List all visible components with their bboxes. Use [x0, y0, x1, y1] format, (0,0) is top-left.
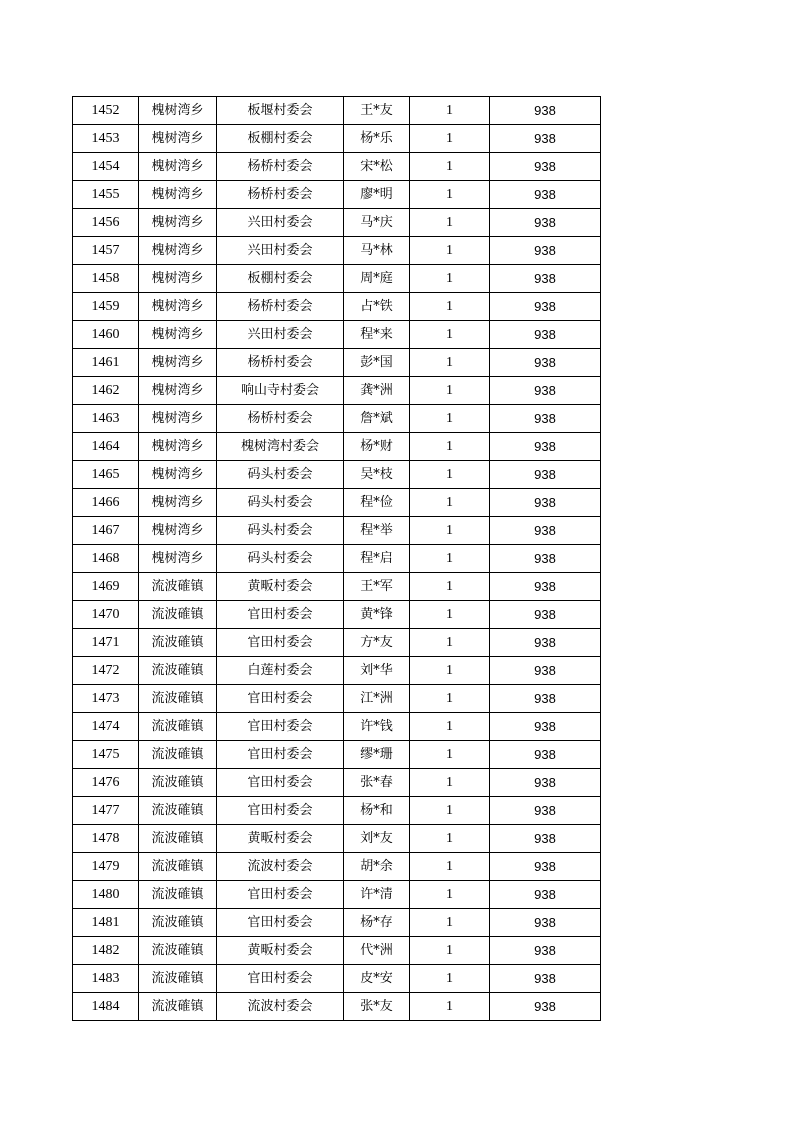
count-cell: 1: [410, 909, 490, 937]
count-cell: 1: [410, 489, 490, 517]
person-name-cell: 许*清: [344, 881, 410, 909]
person-name-cell: 方*友: [344, 629, 410, 657]
serial-number-cell: 1452: [73, 97, 139, 125]
amount-cell: 938: [490, 657, 601, 685]
serial-number-cell: 1472: [73, 657, 139, 685]
table-row: [73, 237, 601, 265]
count-cell: 1: [410, 685, 490, 713]
township-cell: 流波確镇: [139, 601, 217, 629]
count-cell: 1: [410, 573, 490, 601]
amount-cell: 938: [490, 237, 601, 265]
amount-cell: 938: [490, 97, 601, 125]
count-cell: 1: [410, 657, 490, 685]
count-cell: 1: [410, 825, 490, 853]
table-row: [73, 153, 601, 181]
count-cell: 1: [410, 713, 490, 741]
township-cell: 槐树湾乡: [139, 209, 217, 237]
amount-cell: 938: [490, 153, 601, 181]
serial-number-cell: 1477: [73, 797, 139, 825]
table-row: [73, 881, 601, 909]
serial-number-cell: 1456: [73, 209, 139, 237]
count-cell: 1: [410, 601, 490, 629]
count-cell: 1: [410, 209, 490, 237]
serial-number-cell: 1480: [73, 881, 139, 909]
amount-cell: 938: [490, 293, 601, 321]
serial-number-cell: 1464: [73, 433, 139, 461]
table-row: [73, 629, 601, 657]
township-cell: 槐树湾乡: [139, 265, 217, 293]
township-cell: 流波確镇: [139, 573, 217, 601]
township-cell: 槐树湾乡: [139, 405, 217, 433]
amount-cell: 938: [490, 545, 601, 573]
serial-number-cell: 1475: [73, 741, 139, 769]
village-committee-cell: 杨桥村委会: [217, 349, 344, 377]
amount-cell: 938: [490, 825, 601, 853]
person-name-cell: 程*来: [344, 321, 410, 349]
village-committee-cell: 码头村委会: [217, 461, 344, 489]
person-name-cell: 周*庭: [344, 265, 410, 293]
township-cell: 流波確镇: [139, 825, 217, 853]
table-row: [73, 517, 601, 545]
person-name-cell: 杨*财: [344, 433, 410, 461]
township-cell: 流波確镇: [139, 881, 217, 909]
village-committee-cell: 官田村委会: [217, 601, 344, 629]
table-row: [73, 321, 601, 349]
village-committee-cell: 官田村委会: [217, 881, 344, 909]
village-committee-cell: 兴田村委会: [217, 209, 344, 237]
count-cell: 1: [410, 853, 490, 881]
count-cell: 1: [410, 965, 490, 993]
village-committee-cell: 官田村委会: [217, 741, 344, 769]
count-cell: 1: [410, 461, 490, 489]
person-name-cell: 杨*乐: [344, 125, 410, 153]
person-name-cell: 程*举: [344, 517, 410, 545]
count-cell: 1: [410, 293, 490, 321]
amount-cell: 938: [490, 965, 601, 993]
serial-number-cell: 1467: [73, 517, 139, 545]
person-name-cell: 马*庆: [344, 209, 410, 237]
amount-cell: 938: [490, 713, 601, 741]
village-committee-cell: 响山寺村委会: [217, 377, 344, 405]
table-row: [73, 769, 601, 797]
amount-cell: 938: [490, 517, 601, 545]
township-cell: 流波確镇: [139, 657, 217, 685]
village-committee-cell: 码头村委会: [217, 545, 344, 573]
village-committee-cell: 黄畈村委会: [217, 573, 344, 601]
serial-number-cell: 1473: [73, 685, 139, 713]
person-name-cell: 程*俭: [344, 489, 410, 517]
township-cell: 流波確镇: [139, 937, 217, 965]
village-committee-cell: 官田村委会: [217, 909, 344, 937]
count-cell: 1: [410, 405, 490, 433]
table-row: [73, 293, 601, 321]
count-cell: 1: [410, 741, 490, 769]
count-cell: 1: [410, 265, 490, 293]
person-name-cell: 刘*华: [344, 657, 410, 685]
village-committee-cell: 官田村委会: [217, 629, 344, 657]
count-cell: 1: [410, 797, 490, 825]
count-cell: 1: [410, 937, 490, 965]
table-row: [73, 797, 601, 825]
serial-number-cell: 1460: [73, 321, 139, 349]
township-cell: 槐树湾乡: [139, 377, 217, 405]
township-cell: 槐树湾乡: [139, 461, 217, 489]
township-cell: 流波確镇: [139, 797, 217, 825]
person-name-cell: 宋*松: [344, 153, 410, 181]
village-committee-cell: 黄畈村委会: [217, 937, 344, 965]
village-committee-cell: 官田村委会: [217, 685, 344, 713]
township-cell: 槐树湾乡: [139, 97, 217, 125]
person-name-cell: 代*洲: [344, 937, 410, 965]
serial-number-cell: 1462: [73, 377, 139, 405]
table-row: [73, 965, 601, 993]
amount-cell: 938: [490, 601, 601, 629]
township-cell: 槐树湾乡: [139, 545, 217, 573]
village-committee-cell: 板棚村委会: [217, 125, 344, 153]
serial-number-cell: 1474: [73, 713, 139, 741]
serial-number-cell: 1476: [73, 769, 139, 797]
serial-number-cell: 1459: [73, 293, 139, 321]
person-name-cell: 刘*友: [344, 825, 410, 853]
amount-cell: 938: [490, 573, 601, 601]
amount-cell: 938: [490, 797, 601, 825]
amount-cell: 938: [490, 433, 601, 461]
township-cell: 槐树湾乡: [139, 293, 217, 321]
count-cell: 1: [410, 433, 490, 461]
amount-cell: 938: [490, 993, 601, 1021]
table-row: [73, 461, 601, 489]
person-name-cell: 黄*锋: [344, 601, 410, 629]
person-name-cell: 王*友: [344, 97, 410, 125]
village-committee-cell: 官田村委会: [217, 713, 344, 741]
amount-cell: 938: [490, 853, 601, 881]
village-committee-cell: 槐树湾村委会: [217, 433, 344, 461]
person-name-cell: 缪*珊: [344, 741, 410, 769]
count-cell: 1: [410, 237, 490, 265]
township-cell: 槐树湾乡: [139, 349, 217, 377]
serial-number-cell: 1465: [73, 461, 139, 489]
count-cell: 1: [410, 517, 490, 545]
serial-number-cell: 1482: [73, 937, 139, 965]
amount-cell: 938: [490, 405, 601, 433]
count-cell: 1: [410, 993, 490, 1021]
table-row: [73, 209, 601, 237]
amount-cell: 938: [490, 881, 601, 909]
table-row: [73, 377, 601, 405]
table-row: [73, 713, 601, 741]
table-row: [73, 853, 601, 881]
amount-cell: 938: [490, 461, 601, 489]
count-cell: 1: [410, 769, 490, 797]
count-cell: 1: [410, 629, 490, 657]
serial-number-cell: 1454: [73, 153, 139, 181]
amount-cell: 938: [490, 909, 601, 937]
person-name-cell: 詹*斌: [344, 405, 410, 433]
person-name-cell: 吴*枝: [344, 461, 410, 489]
roster-table: [72, 96, 601, 1021]
serial-number-cell: 1481: [73, 909, 139, 937]
count-cell: 1: [410, 181, 490, 209]
amount-cell: 938: [490, 629, 601, 657]
count-cell: 1: [410, 545, 490, 573]
village-committee-cell: 兴田村委会: [217, 321, 344, 349]
person-name-cell: 占*铁: [344, 293, 410, 321]
amount-cell: 938: [490, 937, 601, 965]
township-cell: 流波確镇: [139, 769, 217, 797]
person-name-cell: 皮*安: [344, 965, 410, 993]
person-name-cell: 彭*国: [344, 349, 410, 377]
serial-number-cell: 1469: [73, 573, 139, 601]
person-name-cell: 张*春: [344, 769, 410, 797]
amount-cell: 938: [490, 685, 601, 713]
township-cell: 流波確镇: [139, 713, 217, 741]
serial-number-cell: 1458: [73, 265, 139, 293]
person-name-cell: 王*军: [344, 573, 410, 601]
table-row: [73, 265, 601, 293]
table-row: [73, 545, 601, 573]
township-cell: 槐树湾乡: [139, 125, 217, 153]
table-row: [73, 993, 601, 1021]
village-committee-cell: 板棚村委会: [217, 265, 344, 293]
table-row: [73, 601, 601, 629]
village-committee-cell: 码头村委会: [217, 489, 344, 517]
township-cell: 流波確镇: [139, 741, 217, 769]
village-committee-cell: 白莲村委会: [217, 657, 344, 685]
table-row: [73, 125, 601, 153]
person-name-cell: 张*友: [344, 993, 410, 1021]
serial-number-cell: 1484: [73, 993, 139, 1021]
person-name-cell: 程*启: [344, 545, 410, 573]
table-row: [73, 741, 601, 769]
table-row: [73, 937, 601, 965]
serial-number-cell: 1468: [73, 545, 139, 573]
serial-number-cell: 1453: [73, 125, 139, 153]
roster-table-body: [73, 97, 601, 1021]
village-committee-cell: 码头村委会: [217, 517, 344, 545]
township-cell: 流波確镇: [139, 685, 217, 713]
table-row: [73, 825, 601, 853]
serial-number-cell: 1479: [73, 853, 139, 881]
township-cell: 槐树湾乡: [139, 489, 217, 517]
serial-number-cell: 1455: [73, 181, 139, 209]
village-committee-cell: 板堰村委会: [217, 97, 344, 125]
township-cell: 槐树湾乡: [139, 433, 217, 461]
table-row: [73, 657, 601, 685]
amount-cell: 938: [490, 769, 601, 797]
table-row: [73, 181, 601, 209]
person-name-cell: 龚*洲: [344, 377, 410, 405]
serial-number-cell: 1466: [73, 489, 139, 517]
amount-cell: 938: [490, 209, 601, 237]
person-name-cell: 江*洲: [344, 685, 410, 713]
table-row: [73, 489, 601, 517]
table-row: [73, 405, 601, 433]
table-row: [73, 685, 601, 713]
township-cell: 流波確镇: [139, 965, 217, 993]
person-name-cell: 胡*余: [344, 853, 410, 881]
amount-cell: 938: [490, 321, 601, 349]
township-cell: 槐树湾乡: [139, 181, 217, 209]
table-row: [73, 573, 601, 601]
serial-number-cell: 1463: [73, 405, 139, 433]
amount-cell: 938: [490, 181, 601, 209]
village-committee-cell: 杨桥村委会: [217, 293, 344, 321]
village-committee-cell: 流波村委会: [217, 993, 344, 1021]
township-cell: 槐树湾乡: [139, 153, 217, 181]
serial-number-cell: 1461: [73, 349, 139, 377]
count-cell: 1: [410, 349, 490, 377]
amount-cell: 938: [490, 741, 601, 769]
count-cell: 1: [410, 153, 490, 181]
count-cell: 1: [410, 321, 490, 349]
serial-number-cell: 1457: [73, 237, 139, 265]
village-committee-cell: 杨桥村委会: [217, 153, 344, 181]
village-committee-cell: 官田村委会: [217, 797, 344, 825]
person-name-cell: 许*钱: [344, 713, 410, 741]
count-cell: 1: [410, 881, 490, 909]
village-committee-cell: 流波村委会: [217, 853, 344, 881]
table-row: [73, 349, 601, 377]
serial-number-cell: 1471: [73, 629, 139, 657]
village-committee-cell: 兴田村委会: [217, 237, 344, 265]
township-cell: 流波確镇: [139, 909, 217, 937]
serial-number-cell: 1483: [73, 965, 139, 993]
township-cell: 槐树湾乡: [139, 237, 217, 265]
amount-cell: 938: [490, 349, 601, 377]
amount-cell: 938: [490, 377, 601, 405]
person-name-cell: 杨*存: [344, 909, 410, 937]
count-cell: 1: [410, 125, 490, 153]
amount-cell: 938: [490, 265, 601, 293]
village-committee-cell: 黄畈村委会: [217, 825, 344, 853]
table-row: [73, 433, 601, 461]
village-committee-cell: 杨桥村委会: [217, 405, 344, 433]
table-row: [73, 909, 601, 937]
amount-cell: 938: [490, 125, 601, 153]
person-name-cell: 杨*和: [344, 797, 410, 825]
village-committee-cell: 官田村委会: [217, 965, 344, 993]
person-name-cell: 廖*明: [344, 181, 410, 209]
township-cell: 流波確镇: [139, 629, 217, 657]
serial-number-cell: 1478: [73, 825, 139, 853]
village-committee-cell: 官田村委会: [217, 769, 344, 797]
village-committee-cell: 杨桥村委会: [217, 181, 344, 209]
amount-cell: 938: [490, 489, 601, 517]
count-cell: 1: [410, 377, 490, 405]
township-cell: 流波確镇: [139, 853, 217, 881]
township-cell: 流波確镇: [139, 993, 217, 1021]
person-name-cell: 马*林: [344, 237, 410, 265]
township-cell: 槐树湾乡: [139, 517, 217, 545]
serial-number-cell: 1470: [73, 601, 139, 629]
table-row: [73, 97, 601, 125]
township-cell: 槐树湾乡: [139, 321, 217, 349]
count-cell: 1: [410, 97, 490, 125]
